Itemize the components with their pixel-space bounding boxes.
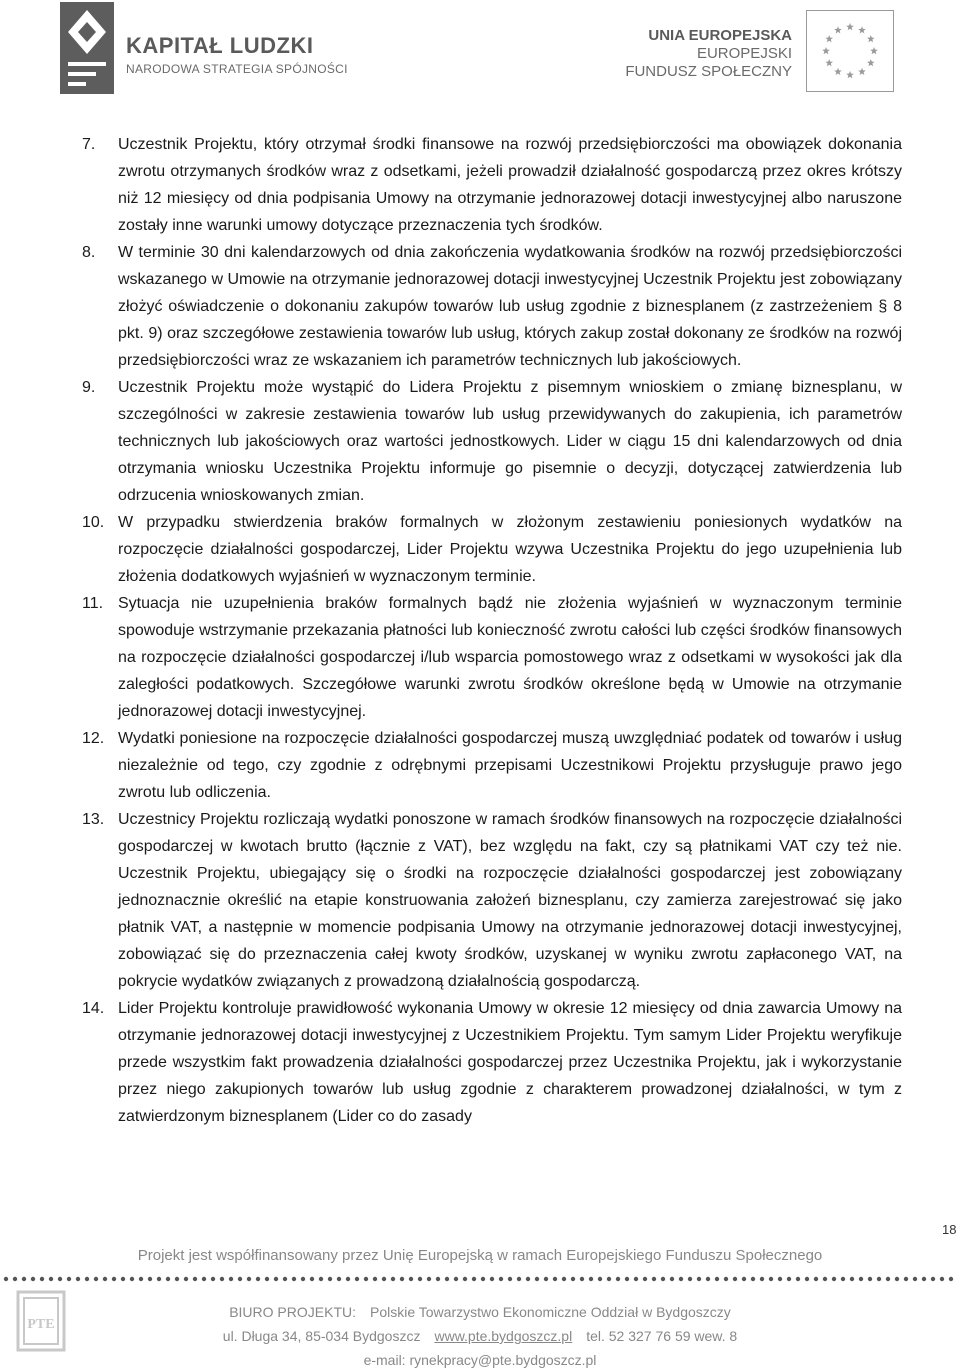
office-label: BIURO PROJEKTU: <box>229 1304 356 1320</box>
eu-label-line2: EUROPEJSKI <box>696 45 792 62</box>
kapital-ludzki-logo-icon <box>60 2 114 94</box>
eu-label-line1: UNIA EUROPEJSKA <box>648 27 792 44</box>
list-item-text: Sytuacja nie uzupełnienia braków formalnych bądź nie złożenia wyjaśnień w wyznaczonym terminie spowoduje wstrzymanie przekazania płatności lub konieczność zwrotu całości lub części środków finansowych na rozpoczęcie działalności gospodarczej i/lub wsparcia pomostowego wraz z odsetkami w wysokości jak dla zaległości podatkowych. Szczegółowe warunki zwrotu środków określone będą w Umowie na otrzymanie jednorazowej dotacji inwestycyjnej. <box>118 595 902 720</box>
list-item <box>82 995 902 1130</box>
list-item <box>82 806 902 995</box>
footer-address-line <box>0 1324 960 1348</box>
page-number: 18 <box>942 1222 957 1237</box>
kapital-ludzki-title: KAPITAŁ LUDZKI <box>126 33 314 58</box>
list-item-text: Lider Projektu kontroluje prawidłowość wykonania Umowy w okresie 12 miesięcy od dnia zawarcia Umowy na otrzymanie jednorazowej dotacji inwestycyjnej z Uczestnikiem Projektu. Tym samym Lider Projektu weryfikuje przede wszystkim fakt prowadzenia działalności gospodarczej przez Uczestnika Projektu, jak i wykorzystanie przez niego zakupionych towarów lub usług zgodnie z charakterem prowadzonej działalności, w tym z zatwierdzonym biznesplanem (Lider co do zasady <box>118 1000 902 1125</box>
list-item-number: 9. <box>82 379 96 396</box>
list-item-number: 13. <box>82 811 105 828</box>
list-item-number: 14. <box>82 1000 105 1017</box>
footer-email-line: e-mail: rynekpracy@pte.bydgoszcz.pl <box>363 1352 597 1368</box>
kapital-ludzki-subtitle: NARODOWA STRATEGIA SPÓJNOŚCI <box>126 62 348 76</box>
list-item-text: W terminie 30 dni kalendarzowych od dnia zakończenia wydatkowania środków na rozwój przedsiębiorczości wskazanego w Umowie na otrzymanie jednorazowej dotacji inwestycyjnej Uczestnik Projektu jest zobowiązany złożyć oświadczenie o dokonaniu zakupów towarów lub usług zgodnie z biznesplanem (z zastrzeżeniem § 8 pkt. 9) oraz szczegółowe zestawienia towarów lub usług, których zakup został dokonany ze środków na rozwój przedsiębiorczości wraz ze wskazaniem ich parametrów technicznych lub jakościowych. <box>118 244 902 369</box>
list-item <box>82 374 902 509</box>
footer-contact <box>0 1300 960 1372</box>
list-item-text: Uczestnicy Projektu rozliczają wydatki ponoszone w ramach środków finansowych na rozpoczęcie działalności gospodarczej w kwotach brutto (łącznie z VAT), bez względu na fakt, czy są płatnikami VAT czy też nie. Uczestnik Projektu, ubiegający się o środki na rozpoczęcie działalności gospodarczej jest zobowiązany jednoznacznie określić na etapie konstruowania założeń biznesplanu, czy zamierza zarejestrować się jako płatnik VAT, a następnie w momencie podpisania Umowy na otrzymanie jednorazowej dotacji inwestycyjnej, zobowiązać się do przeznaczenia całej kwoty środków, uzyskanej w wyniku zwrotu zapłaconego VAT, na pokrycie wydatków związanych z prowadzoną działalnością gospodarczą. <box>118 811 902 990</box>
list-item-number: 7. <box>82 136 96 153</box>
list-item-text: W przypadku stwierdzenia braków formalnych w złożonym zestawieniu poniesionych wydatków na rozpoczęcie działalności gospodarczej, Lider Projektu wzywa Uczestnika Projektu do jego uzupełnienia lub złożenia dodatkowych wyjaśnień w wyznaczonym terminie. <box>118 514 902 585</box>
list-item-number: 12. <box>82 730 105 747</box>
eu-label-line3: FUNDUSZ SPOŁECZNY <box>625 63 792 80</box>
website-link[interactable]: www.pte.bydgoszcz.pl <box>434 1328 573 1344</box>
list-item-number: 11. <box>82 595 104 612</box>
list-item <box>82 725 902 806</box>
footer-office-line <box>0 1300 960 1324</box>
document-body <box>82 131 902 1130</box>
list-item-text: Uczestnik Projektu, który otrzymał środki finansowe na rozwój przedsiębiorczości ma obowiązek dokonania zwrotu otrzymanych środków wraz z odsetkami, jeżeli prowadził działalność gospodarczą przez okres krótszy niż 12 miesięcy od dnia podpisania Umowy na otrzymanie jednorazowej dotacji inwestycyjnej albo naruszone zostały inne warunki umowy dotyczące przeznaczenia tych środków. <box>118 136 902 234</box>
eu-flag-icon <box>806 10 894 92</box>
list-item-number: 8. <box>82 244 96 261</box>
list-item <box>82 590 902 725</box>
list-item <box>82 239 902 374</box>
list-item-number: 10. <box>82 514 105 531</box>
list-item <box>82 131 902 239</box>
cofinance-note: Projekt jest współfinansowany przez Unię Europejską w ramach Europejskiego Funduszu Społecznego <box>137 1247 823 1264</box>
office-name: Polskie Towarzystwo Ekonomiczne Oddział w Bydgoszczy <box>370 1304 731 1320</box>
list-item <box>82 509 902 590</box>
phone: tel. 52 327 76 59 wew. 8 <box>586 1328 738 1344</box>
numbered-list <box>82 131 902 1130</box>
footer-dotted-divider <box>0 1272 960 1286</box>
eu-label <box>625 27 792 81</box>
address: ul. Długa 34, 85-034 Bydgoszcz <box>222 1328 421 1344</box>
svg-text:PTE: PTE <box>27 1317 55 1332</box>
page-header <box>0 0 960 100</box>
list-item-text: Uczestnik Projektu może wystąpić do Lidera Projektu z pisemnym wnioskiem o zmianę biznesplanu, w szczególności w zakresie zestawienia towarów lub usług przewidywanych do zakupienia, ich parametrów technicznych lub jakościowych oraz wartości jednostkowych. Lider w ciągu 15 dni kalendarzowych od dnia otrzymania wniosku Uczestnika Projektu informuje go pisemnie o decyzji, dotyczącej zatwierdzenia lub odrzucenia wnioskowanych zmian. <box>118 379 902 504</box>
list-item-text: Wydatki poniesione na rozpoczęcie działalności gospodarczej muszą uwzględniać podatek od towarów i usług niezależnie od tego, czy zgodnie z odrębnymi przepisami Uczestnikowi Projektu przysługuje prawo jego zwrotu lub odliczenia. <box>118 730 902 801</box>
